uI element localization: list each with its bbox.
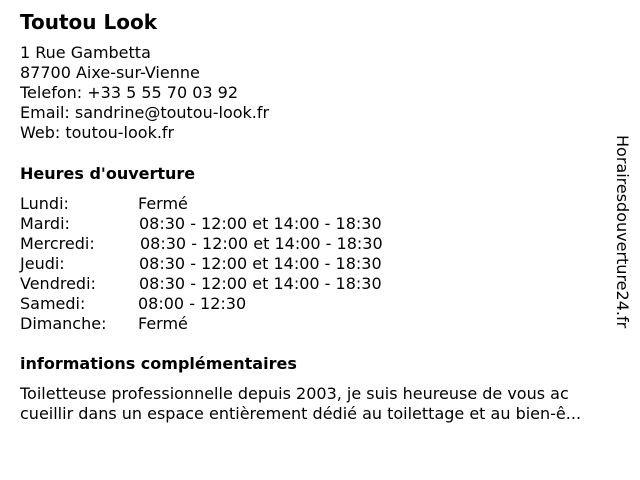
day-label: Jeudi: (20, 254, 65, 273)
opening-hours-heading: Heures d'ouverture (20, 164, 196, 183)
description-line: Toiletteuse professionnelle depuis 2003, je suis heureuse de vous ac (20, 384, 569, 403)
day-hours: Fermé (138, 314, 188, 333)
day-label: Samedi: (20, 294, 86, 313)
description-line: cueillir dans un espace entièrement dédié au toilettage et au bien-ê... (20, 404, 582, 423)
day-hours: Fermé (138, 194, 188, 213)
day-hours: 08:30 - 12:00 et 14:00 - 18:30 (139, 254, 382, 273)
website: Web: toutou-look.fr (20, 123, 175, 142)
email-address: Email: sandrine@toutou-look.fr (20, 103, 270, 122)
additional-info-heading: informations complémentaires (20, 354, 297, 373)
additional-info-text (20, 384, 628, 424)
business-name: Toutou Look (20, 10, 157, 34)
day-hours: 08:30 - 12:00 et 14:00 - 18:30 (140, 234, 383, 253)
day-label: Mardi: (20, 214, 70, 233)
watermark-text: Horairesdouverture24.fr (613, 135, 632, 329)
address-line-street: 1 Rue Gambetta (20, 43, 151, 62)
day-hours: 08:00 - 12:30 (138, 294, 247, 313)
phone-number: Telefon: +33 5 55 70 03 92 (20, 83, 239, 102)
day-hours: 08:30 - 12:00 et 14:00 - 18:30 (139, 214, 382, 233)
day-label: Vendredi: (20, 274, 96, 293)
address-line-city: 87700 Aixe-sur-Vienne (20, 63, 200, 82)
day-label: Lundi: (20, 194, 69, 213)
contact-block (20, 43, 269, 143)
day-label: Dimanche: (20, 314, 107, 333)
day-label: Mercredi: (20, 234, 95, 253)
day-hours: 08:30 - 12:00 et 14:00 - 18:30 (139, 274, 382, 293)
